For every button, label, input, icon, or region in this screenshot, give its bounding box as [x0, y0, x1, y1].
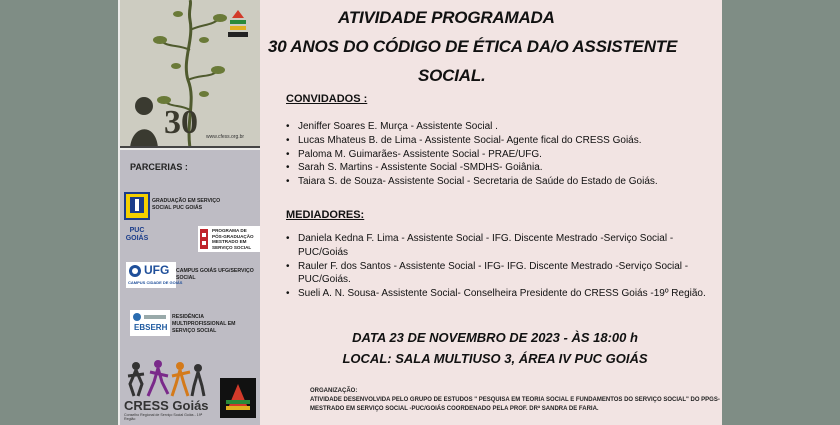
ufg-logo-text: UFG — [144, 263, 170, 277]
title-line-3: SOCIAL. — [418, 66, 486, 85]
cfess-emblem — [220, 378, 256, 418]
puc-goias-logo — [124, 192, 150, 240]
ebserh-mark-icon — [132, 312, 168, 322]
pos-graduacao-logo — [198, 226, 260, 252]
guest-item: • Lucas Mhateus B. de Lima - Assistente Social- Agente fical do CRESS Goiás. — [286, 134, 722, 148]
event-location: LOCAL: SALA MULTIUSO 3, ÁREA IV PUC GOIÁS — [342, 351, 648, 366]
guests-heading: CONVIDADOS : — [286, 93, 368, 105]
ufg-logo — [126, 262, 183, 288]
ebserh-logo — [130, 310, 170, 336]
ebserh-logo-text: EBSERH — [134, 323, 168, 332]
cress-logo-text: CRESS Goiás — [124, 398, 209, 413]
organization-heading: ORGANIZAÇÃO: — [310, 388, 358, 394]
mediator-item: • Rauler F. dos Santos - Assistente Social - IFG- IFG. Discente Mestrado -Serviço Social - PUC/Goiás. — [286, 260, 722, 288]
hero-image — [120, 0, 260, 148]
cress-figures-icon — [124, 358, 206, 398]
hero-number: 30 — [164, 104, 198, 141]
partners-panel — [120, 150, 260, 425]
mediators-heading: MEDIADORES: — [286, 209, 365, 221]
guest-item: • Sarah S. Martins - Assistente Social -SMDHS- Goiânia. — [286, 161, 722, 175]
partners-title: PARCERIAS : — [130, 162, 188, 172]
cress-goias-logo — [124, 358, 209, 422]
title-line-1: ATIVIDADE PROGRAMADA — [338, 8, 555, 27]
organization-text: ATIVIDADE DESENVOLVIDA PELO GRUPO DE ESTUDOS " PESQUISA EM TEORIA SOCIAL E FUNDAMENTOS DO SERVIÇO SOCIAL" DO PPGS- MESTRADO EM SERVIÇO SOCIAL -PUC/GOIÁS COORDENADO PELA PROF. DRª SANDRA DE FARIA. — [310, 397, 720, 412]
mediators-list — [286, 232, 722, 301]
guest-item: • Paloma M. Guimarães- Assistente Social - PRAE/UFG. — [286, 148, 722, 162]
title-line-2: 30 ANOS DO CÓDIGO DE ÉTICA DA/O ASSISTENTE — [268, 37, 678, 56]
guest-item: • Jeniffer Soares E. Murça - Assistente Social . — [286, 120, 722, 134]
ufg-emblem-icon — [128, 264, 142, 278]
ufg-logo-sub: CAMPUS CIDADE DE GOIÁS — [128, 280, 183, 285]
cfess-emblem-icon — [220, 378, 256, 418]
event-date: DATA 23 DE NOVEMBRO DE 2023 - ÀS 18:00 h — [352, 330, 638, 345]
hero-website: www.cfess.org.br — [206, 134, 245, 140]
puc-logo-text: PUC GOIÁS — [125, 227, 149, 242]
mediator-item: • Daniela Kedna F. Lima - Assistente Social - IFG. Discente Mestrado -Serviço Social - PUC/Goiás — [286, 232, 722, 260]
partner-label-puc: GRADUAÇÃO EM SERVIÇO SOCIAL PUC GOIÁS — [152, 198, 221, 211]
cress-logo-sub: Conselho Regional de Serviço Social Goiás - 19ª Região — [124, 413, 203, 422]
puc-shield-icon — [124, 192, 150, 222]
guests-list — [286, 120, 722, 189]
pos-mark-icon — [199, 227, 211, 251]
pos-logo-text: PROGRAMA DE PÓS-GRADUAÇÃO MESTRADO EM SERVIÇO SOCIAL — [212, 228, 254, 250]
guest-item: • Taiara S. de Souza- Assistente Social - Secretaria de Saúde do Estado de Goiás. — [286, 175, 722, 189]
event-poster — [118, 0, 722, 425]
partner-label-ufg: CAMPUS GOIÁS UFG/SERVIÇO SOCIAL — [176, 268, 254, 281]
mediator-item: • Sueli A. N. Sousa- Assistente Social- Conselheira Presidente do CRESS Goiás -19º Região. — [286, 287, 722, 301]
poster-content — [268, 0, 722, 425]
left-column — [118, 0, 260, 425]
partner-label-ebserh: RESIDÊNCIA MULTIPROFISSIONAL EM SERVIÇO SOCIAL — [172, 314, 236, 334]
